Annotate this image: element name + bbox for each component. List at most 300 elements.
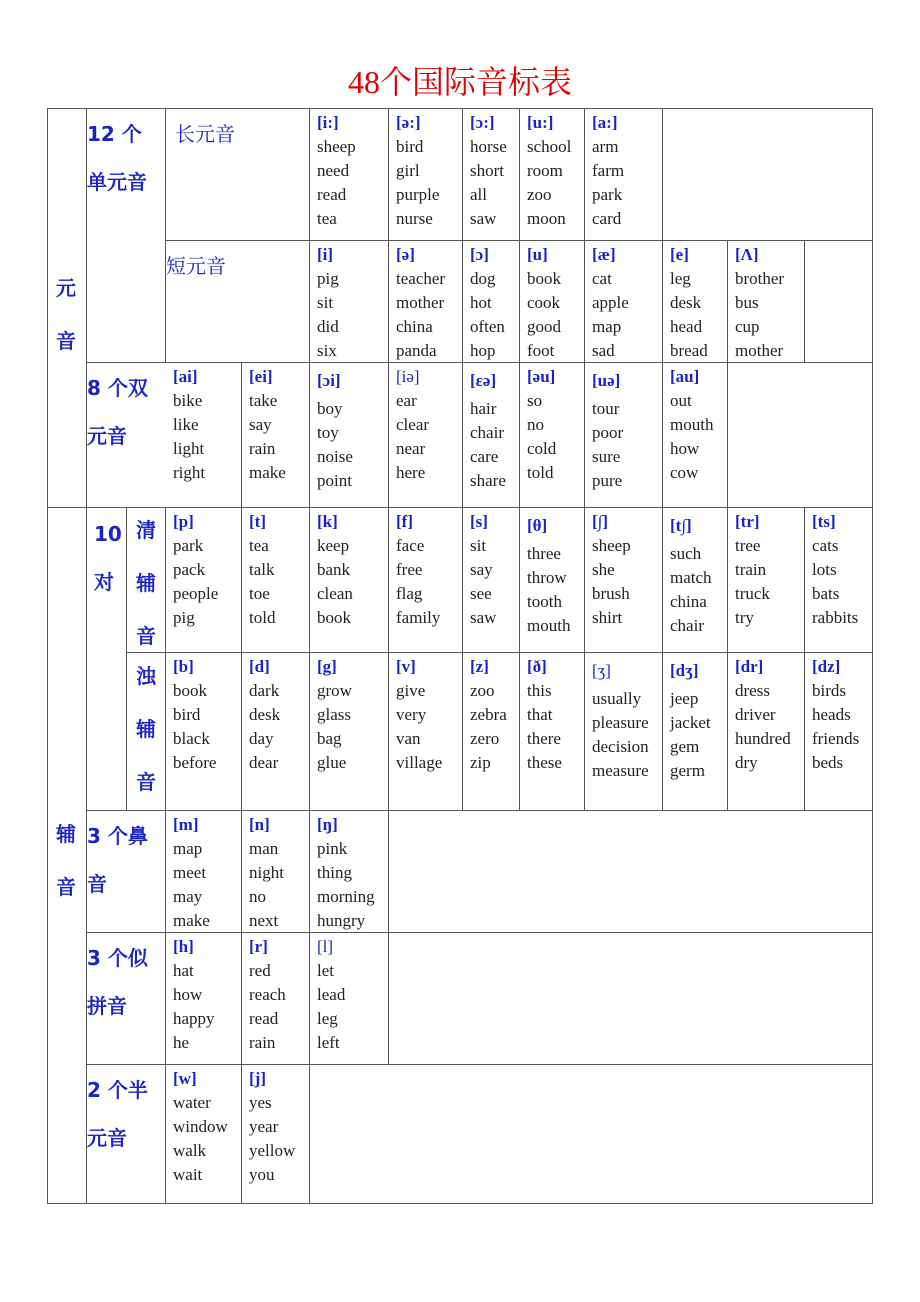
- example-word: man: [249, 839, 279, 858]
- example-word: driver: [735, 705, 776, 724]
- voiceless-cell: [396, 510, 440, 630]
- example-word: tooth: [527, 592, 562, 611]
- category-pinyin-like: 3 个似拼音: [87, 946, 148, 1018]
- example-word: beds: [812, 753, 844, 772]
- example-word: tea: [317, 209, 337, 228]
- phonetic-symbol: [u]: [527, 245, 548, 264]
- example-word: may: [173, 887, 203, 906]
- v-rule: [662, 240, 663, 363]
- example-word: toy: [317, 423, 339, 442]
- example-word: sad: [592, 341, 615, 360]
- phonetic-symbol: [uə]: [592, 371, 621, 390]
- voiceless-cell: [470, 510, 496, 630]
- phonetic-symbol: [n]: [249, 815, 270, 834]
- example-word: rain: [249, 1033, 276, 1052]
- v-rule: [662, 362, 663, 508]
- phonetic-symbol: [j]: [249, 1069, 266, 1088]
- phonetic-symbol: [ɔ]: [470, 245, 489, 264]
- example-word: zoo: [527, 185, 552, 204]
- phonetic-symbol: [tr]: [735, 512, 760, 531]
- example-word: face: [396, 536, 425, 555]
- phonetic-symbol: [θ]: [527, 516, 548, 535]
- example-word: good: [527, 317, 561, 336]
- example-word: thing: [317, 863, 352, 882]
- example-word: he: [173, 1033, 190, 1052]
- example-word: free: [396, 560, 423, 579]
- diphthong-cell: [173, 365, 205, 485]
- example-word: dark: [249, 681, 280, 700]
- short-vowel-cell: [735, 243, 784, 363]
- example-word: pink: [317, 839, 348, 858]
- category-voiced: [128, 660, 164, 795]
- category-voiced-char: 辅: [136, 717, 156, 741]
- phonetic-symbol: [i]: [317, 245, 334, 264]
- category-nasal: 3 个鼻音: [87, 824, 148, 896]
- example-word: point: [317, 471, 352, 490]
- category-short-vowels: 短元音: [166, 254, 226, 278]
- voiceless-cell: [735, 510, 770, 630]
- example-word: morning: [317, 887, 375, 906]
- example-word: keep: [317, 536, 350, 555]
- example-word: poor: [592, 423, 624, 442]
- phonetic-symbol: [v]: [396, 657, 416, 676]
- v-rule: [519, 108, 520, 241]
- v-rule: [662, 108, 663, 241]
- example-word: sheep: [317, 137, 356, 156]
- v-rule: [241, 362, 242, 508]
- example-word: book: [317, 608, 351, 627]
- example-word: grow: [317, 681, 352, 700]
- example-word: hat: [173, 961, 194, 980]
- phonetic-symbol: [a:]: [592, 113, 618, 132]
- example-word: six: [317, 341, 337, 360]
- section-consonants-char: 辅: [56, 822, 76, 846]
- phonetic-symbol: [g]: [317, 657, 337, 676]
- example-word: sit: [470, 536, 487, 555]
- example-word: shirt: [592, 608, 623, 627]
- example-word: here: [396, 463, 426, 482]
- v-rule: [584, 240, 585, 363]
- example-word: purple: [396, 185, 440, 204]
- example-word: you: [249, 1165, 275, 1184]
- v-rule: [309, 507, 310, 811]
- example-word: truck: [735, 584, 770, 603]
- example-word: people: [173, 584, 219, 603]
- example-word: jacket: [670, 713, 711, 732]
- example-word: china: [396, 317, 433, 336]
- phonetic-symbol: [t∫]: [670, 516, 692, 535]
- nasal-cell: [173, 813, 210, 933]
- example-word: teacher: [396, 269, 446, 288]
- voiced-cell: [735, 655, 791, 775]
- category-voiced-char: 音: [136, 770, 156, 794]
- h-rule: [86, 810, 873, 811]
- section-vowels-char: 音: [56, 329, 76, 353]
- example-word: dog: [470, 269, 496, 288]
- long-vowel-cell: [317, 111, 356, 231]
- example-word: bus: [735, 293, 759, 312]
- voiced-cell: [173, 655, 216, 775]
- v-rule: [86, 108, 87, 1204]
- example-word: so: [527, 391, 543, 410]
- example-word: how: [670, 439, 700, 458]
- phonetic-symbol: [Λ]: [735, 245, 759, 264]
- voiceless-cell: [592, 510, 631, 630]
- example-word: friends: [812, 729, 860, 748]
- example-word: there: [527, 729, 561, 748]
- v-rule: [462, 507, 463, 811]
- example-word: clean: [317, 584, 353, 603]
- v-rule: [241, 1064, 242, 1204]
- v-rule: [519, 240, 520, 363]
- section-vowels-char: 元: [56, 276, 76, 300]
- phonetic-symbol: [ts]: [812, 512, 836, 531]
- example-word: boy: [317, 399, 343, 418]
- phonetic-symbol: [dʒ]: [670, 661, 699, 680]
- example-word: no: [249, 887, 266, 906]
- example-word: out: [670, 391, 692, 410]
- phonetic-symbol: [u:]: [527, 113, 554, 132]
- v-rule: [662, 507, 663, 811]
- example-word: say: [470, 560, 493, 579]
- example-word: sure: [592, 447, 621, 466]
- example-word: ear: [396, 391, 417, 410]
- phonetic-symbol: [ai]: [173, 367, 198, 386]
- example-word: read: [317, 185, 347, 204]
- v-rule: [241, 507, 242, 811]
- example-word: share: [470, 471, 506, 490]
- phonetic-symbol: [e]: [670, 245, 689, 264]
- category-semivowel: 2 个半元音: [87, 1078, 148, 1150]
- table-right-border: [872, 108, 873, 1204]
- v-rule: [804, 507, 805, 811]
- example-word: gem: [670, 737, 700, 756]
- v-rule: [462, 362, 463, 508]
- example-word: china: [670, 592, 707, 611]
- v-rule: [165, 507, 166, 811]
- diphthong-cell: [470, 365, 506, 493]
- example-word: talk: [249, 560, 275, 579]
- short-vowel-cell: [527, 243, 561, 363]
- example-word: reach: [249, 985, 286, 1004]
- example-word: care: [470, 447, 499, 466]
- example-word: hundred: [735, 729, 791, 748]
- example-word: wait: [173, 1165, 203, 1184]
- v-rule: [165, 108, 166, 363]
- example-word: tour: [592, 399, 620, 418]
- example-word: tea: [249, 536, 269, 555]
- example-word: bread: [670, 341, 708, 360]
- phonetic-symbol: [ə]: [396, 245, 415, 264]
- example-word: match: [670, 568, 712, 587]
- pinyin-like-cell: [249, 935, 286, 1055]
- vowel-consonant-divider: [47, 507, 873, 508]
- v-rule: [727, 507, 728, 811]
- voiceless-cell: [670, 510, 712, 638]
- example-word: jeep: [670, 689, 699, 708]
- example-word: meet: [173, 863, 207, 882]
- example-word: very: [396, 705, 427, 724]
- section-vowels: [48, 272, 84, 354]
- phonetic-symbol: [ɔi]: [317, 371, 341, 390]
- example-word: tree: [735, 536, 761, 555]
- example-word: such: [670, 544, 702, 563]
- voiced-cell: [670, 655, 711, 783]
- v-rule: [519, 362, 520, 508]
- voiced-cell: [592, 655, 649, 783]
- v-rule: [388, 810, 389, 933]
- v-rule: [462, 240, 463, 363]
- example-word: make: [173, 911, 210, 930]
- example-word: card: [592, 209, 622, 228]
- long-vowel-cell: [527, 111, 571, 231]
- voiced-cell: [812, 655, 859, 775]
- short-vowel-cell: [470, 243, 505, 363]
- example-word: bird: [173, 705, 201, 724]
- voiceless-cell: [173, 510, 218, 630]
- example-word: light: [173, 439, 205, 458]
- example-word: this: [527, 681, 552, 700]
- page-title: 48个国际音标表: [347, 64, 572, 100]
- example-word: three: [527, 544, 561, 563]
- example-word: right: [173, 463, 206, 482]
- v-rule: [241, 932, 242, 1065]
- example-word: room: [527, 161, 563, 180]
- example-word: hot: [470, 293, 492, 312]
- example-word: make: [249, 463, 286, 482]
- example-word: zip: [470, 753, 491, 772]
- v-rule: [584, 507, 585, 811]
- voiced-cell: [317, 655, 352, 775]
- example-word: day: [249, 729, 274, 748]
- example-word: bats: [812, 584, 840, 603]
- example-word: lots: [812, 560, 837, 579]
- phonetic-symbol: [εə]: [470, 371, 497, 390]
- example-word: saw: [470, 608, 497, 627]
- long-vowel-cell: [396, 111, 439, 231]
- example-word: arm: [592, 137, 619, 156]
- example-word: pack: [173, 560, 206, 579]
- example-word: flag: [396, 584, 423, 603]
- example-word: take: [249, 391, 278, 410]
- example-word: give: [396, 681, 426, 700]
- example-word: told: [249, 608, 276, 627]
- example-word: heads: [812, 705, 851, 724]
- example-word: cow: [670, 463, 699, 482]
- phonetic-symbol: [b]: [173, 657, 194, 676]
- v-rule: [309, 108, 310, 241]
- example-word: often: [470, 317, 505, 336]
- example-word: red: [249, 961, 271, 980]
- short-vowel-cell: [670, 243, 708, 363]
- phonetic-symbol: [∫]: [592, 512, 608, 531]
- example-word: next: [249, 911, 279, 930]
- example-word: book: [173, 681, 207, 700]
- v-rule: [727, 362, 728, 508]
- example-word: read: [249, 1009, 279, 1028]
- category-voiced-char: 浊: [136, 664, 156, 688]
- v-rule: [462, 108, 463, 241]
- example-word: cat: [592, 269, 612, 288]
- v-rule: [804, 240, 805, 363]
- short-vowel-cell: [317, 243, 339, 363]
- category-voiceless-char: 清: [136, 518, 156, 542]
- diphthong-cell: [396, 365, 429, 485]
- phonetic-symbol: [f]: [396, 512, 413, 531]
- example-word: decision: [592, 737, 649, 756]
- example-word: cook: [527, 293, 561, 312]
- long-vowel-cell: [470, 111, 507, 231]
- phonetic-symbol: [l]: [317, 937, 334, 956]
- section-consonants: [48, 818, 84, 900]
- example-word: park: [173, 536, 204, 555]
- diphthong-cell: [527, 365, 556, 485]
- example-word: desk: [670, 293, 702, 312]
- phonetic-symbol: [ə:]: [396, 113, 421, 132]
- example-word: pure: [592, 471, 623, 490]
- voiced-cell: [249, 655, 280, 775]
- example-word: throw: [527, 568, 567, 587]
- short-vowel-cell: [592, 243, 629, 363]
- category-pairs-number: 10: [94, 522, 122, 546]
- example-word: window: [173, 1117, 228, 1136]
- diphthong-cell: [249, 365, 286, 485]
- example-word: dear: [249, 753, 279, 772]
- example-word: before: [173, 753, 217, 772]
- category-long-vowels: 长元音: [175, 122, 235, 146]
- example-word: pleasure: [592, 713, 649, 732]
- voiceless-cell: [249, 510, 275, 630]
- v-rule: [388, 108, 389, 241]
- phonetic-symbol: [æ]: [592, 245, 616, 264]
- example-word: bank: [317, 560, 351, 579]
- pinyin-like-cell: [317, 935, 345, 1055]
- phonetic-symbol: [p]: [173, 512, 194, 531]
- example-word: rabbits: [812, 608, 859, 627]
- example-word: told: [527, 463, 554, 482]
- example-word: try: [735, 608, 754, 627]
- example-word: bag: [317, 729, 342, 748]
- example-word: all: [470, 185, 487, 204]
- example-word: zebra: [470, 705, 507, 724]
- example-word: left: [317, 1033, 340, 1052]
- phonetic-symbol: [au]: [670, 367, 700, 386]
- example-word: school: [527, 137, 572, 156]
- example-word: panda: [396, 341, 437, 360]
- example-word: hungry: [317, 911, 366, 930]
- example-word: saw: [470, 209, 497, 228]
- phonetic-symbol: [ʒ]: [592, 661, 611, 680]
- diphthong-cell: [670, 365, 713, 485]
- example-word: pig: [173, 608, 195, 627]
- voiceless-cell: [812, 510, 858, 630]
- v-rule: [309, 1064, 310, 1204]
- short-vowel-cell: [396, 243, 445, 363]
- example-word: clear: [396, 415, 430, 434]
- example-word: glue: [317, 753, 347, 772]
- v-rule: [126, 507, 127, 811]
- example-word: glass: [317, 705, 351, 724]
- example-word: desk: [249, 705, 281, 724]
- example-word: germ: [670, 761, 705, 780]
- pinyin-like-cell: [173, 935, 215, 1055]
- v-rule: [309, 362, 310, 508]
- phonetic-symbol: [h]: [173, 937, 194, 956]
- example-word: foot: [527, 341, 555, 360]
- example-word: black: [173, 729, 210, 748]
- example-word: cats: [812, 536, 839, 555]
- example-word: mouth: [527, 616, 571, 635]
- h-rule: [86, 1064, 873, 1065]
- v-rule: [388, 362, 389, 508]
- category-pairs-unit: 对: [94, 570, 114, 594]
- diphthong-cell: [592, 365, 623, 493]
- v-rule: [519, 507, 520, 811]
- v-rule: [388, 240, 389, 363]
- example-word: brush: [592, 584, 630, 603]
- example-word: dry: [735, 753, 758, 772]
- example-word: village: [396, 753, 443, 772]
- nasal-cell: [317, 813, 375, 933]
- example-word: short: [470, 161, 504, 180]
- category-voiceless-char: 辅: [136, 571, 156, 595]
- example-word: leg: [317, 1009, 338, 1028]
- phonetic-symbol: [i:]: [317, 113, 339, 132]
- example-word: cup: [735, 317, 760, 336]
- example-word: measure: [592, 761, 649, 780]
- phonetic-symbol: [t]: [249, 512, 266, 531]
- example-word: say: [249, 415, 272, 434]
- semivowel-cell: [173, 1067, 228, 1187]
- example-word: like: [173, 415, 199, 434]
- voiced-cell: [396, 655, 442, 775]
- example-word: walk: [173, 1141, 207, 1160]
- example-word: bird: [396, 137, 424, 156]
- example-word: let: [317, 961, 334, 980]
- example-word: head: [670, 317, 703, 336]
- example-word: nurse: [396, 209, 433, 228]
- example-word: train: [735, 560, 767, 579]
- h-rule: [126, 652, 873, 653]
- example-word: usually: [592, 689, 642, 708]
- example-word: girl: [396, 161, 420, 180]
- v-rule: [165, 810, 166, 1204]
- phonetic-symbol: [dr]: [735, 657, 764, 676]
- category-monophthong: 12 个单元音: [87, 122, 147, 194]
- example-word: sit: [317, 293, 334, 312]
- phonetic-symbol: [m]: [173, 815, 199, 834]
- table-top-border: [47, 108, 873, 109]
- example-word: birds: [812, 681, 846, 700]
- phonetic-symbol: [ð]: [527, 657, 547, 676]
- v-rule: [309, 240, 310, 363]
- example-word: zero: [470, 729, 500, 748]
- example-word: need: [317, 161, 350, 180]
- phonetic-symbol: [s]: [470, 512, 488, 531]
- example-word: leg: [670, 269, 691, 288]
- voiceless-cell: [527, 510, 570, 638]
- example-word: horse: [470, 137, 507, 156]
- example-word: happy: [173, 1009, 215, 1028]
- phonetic-symbol: [k]: [317, 512, 338, 531]
- example-word: mother: [396, 293, 445, 312]
- example-word: see: [470, 584, 492, 603]
- v-rule: [241, 810, 242, 933]
- example-word: she: [592, 560, 615, 579]
- example-word: chair: [470, 423, 504, 442]
- example-word: toe: [249, 584, 270, 603]
- v-rule: [309, 810, 310, 933]
